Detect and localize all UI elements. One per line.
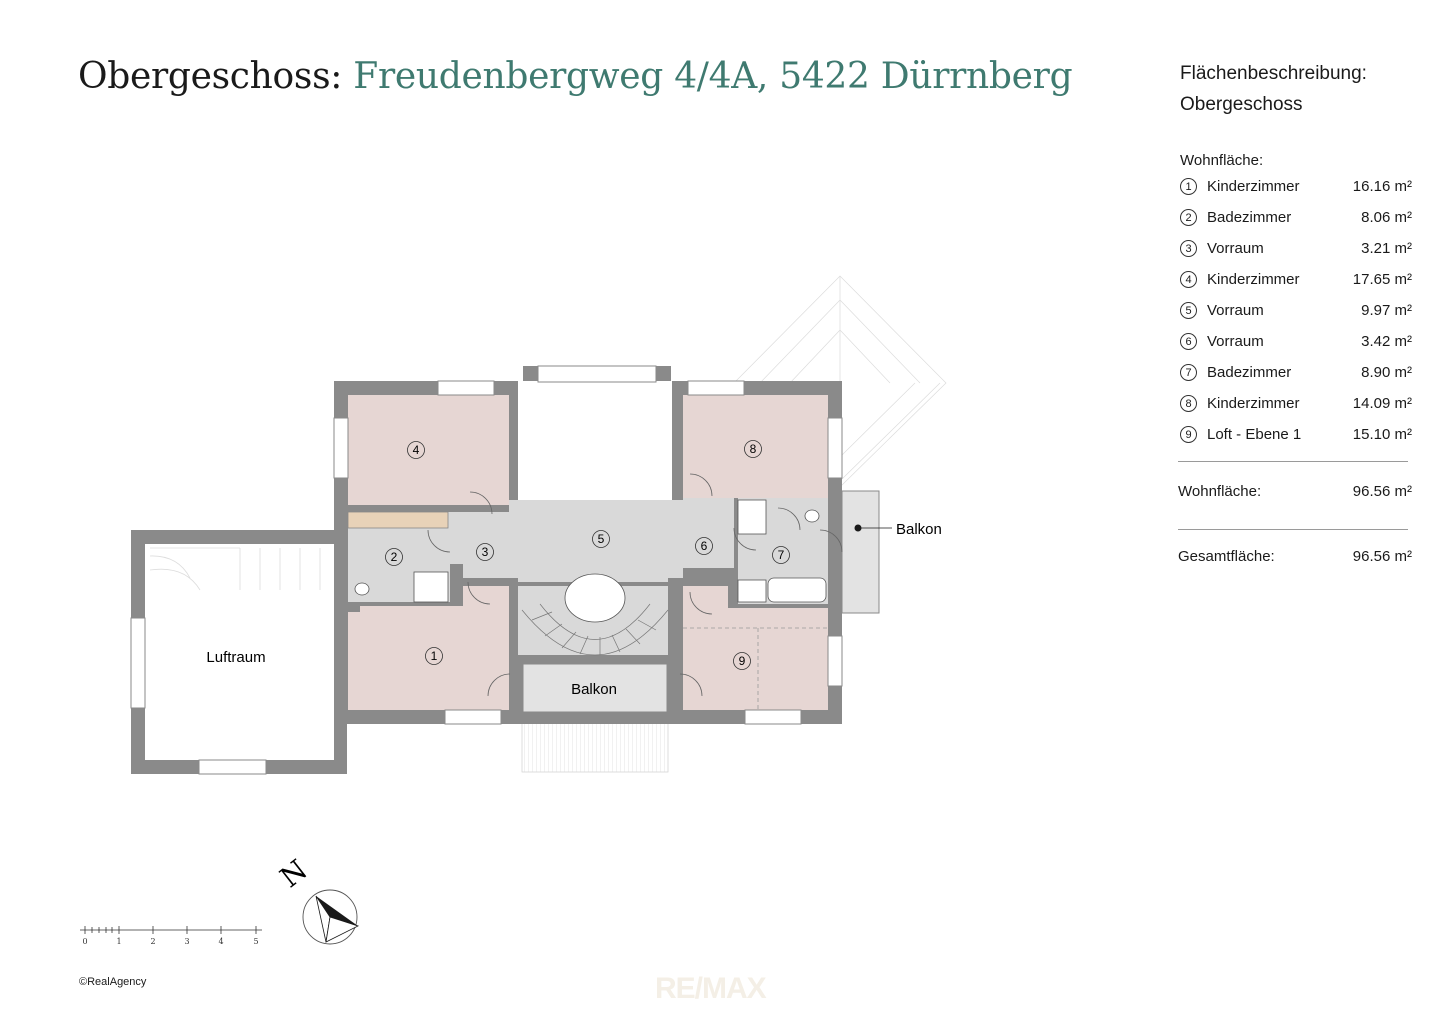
room-area: 3.42 m² [1361,333,1412,350]
room-row-6 [1178,326,1412,357]
toilet [355,583,369,595]
room-name: Vorraum [1207,333,1264,350]
room-area: 17.65 m² [1352,271,1412,288]
room-row-2 [1178,202,1412,233]
toilet [805,510,819,522]
svg-text:2: 2 [150,937,156,946]
svg-text:1: 1 [430,649,438,663]
sink [738,580,766,602]
svg-text:5: 5 [253,937,259,946]
living-area-value: 96.56 m² [1352,482,1412,500]
room-name: Vorraum [1207,240,1264,257]
divider [1178,529,1408,530]
total-area-value: 96.56 m² [1352,547,1412,565]
svg-text:7: 7 [777,548,785,562]
title-prefix: Obergeschoss: [78,56,343,97]
total-area [1178,540,1412,572]
svg-text:5: 5 [597,532,605,546]
void-space [518,381,672,501]
room-name: Kinderzimmer [1207,178,1300,195]
shower [414,572,448,602]
summary-title-line2: Obergeschoss [1180,94,1303,115]
svg-text:4: 4 [412,443,420,457]
east-balcony [842,491,879,613]
balkon-east-label: Balkon [896,521,942,538]
balkon-south-label: Balkon [571,681,617,698]
room-name: Loft - Ebene 1 [1207,426,1302,443]
room-number: 9 [1180,426,1197,443]
total-area-label: Gesamtfläche: [1178,547,1275,565]
title-address: Freudenbergweg 4/4A, 5422 Dürrnberg [353,56,1073,97]
room-number: 1 [1180,178,1197,195]
luftraum-label: Luftraum [206,649,266,666]
room-4-floor [348,395,509,505]
room-area: 15.10 m² [1352,426,1412,443]
svg-text:2: 2 [390,550,398,564]
window [199,760,266,774]
room-name: Kinderzimmer [1207,271,1300,288]
scale-labels [82,937,258,946]
room-row-8 [1178,388,1412,419]
room-list [1178,171,1412,450]
room-number: 4 [1180,271,1197,288]
room-name: Vorraum [1207,302,1264,319]
scale-bar [80,926,262,934]
svg-text:8: 8 [749,442,757,456]
svg-text:4: 4 [218,937,224,946]
room-row-1 [1178,171,1412,202]
room-number: 8 [1180,395,1197,412]
svg-text:9: 9 [738,654,746,668]
room-area: 16.16 m² [1352,178,1412,195]
room-name: Badezimmer [1207,364,1292,381]
summary-title-line1: Flächenbeschreibung: [1180,63,1367,84]
svg-text:3: 3 [481,545,489,559]
shower [738,500,766,534]
room-name: Kinderzimmer [1207,395,1300,412]
room-number: 5 [1180,302,1197,319]
room-area: 14.09 m² [1352,395,1412,412]
room-row-4 [1178,264,1412,295]
area-summary-panel [1178,58,1412,572]
room-row-7 [1178,357,1412,388]
bathtub [768,578,826,602]
copyright-text: ©RealAgency [79,976,147,988]
window [131,618,145,708]
room-number: 7 [1180,364,1197,381]
room-number: 3 [1180,240,1197,257]
room-row-9 [1178,419,1412,450]
summary-title [1180,58,1412,120]
summary-section-label: Wohnfläche: [1180,152,1264,169]
room-area: 8.06 m² [1361,209,1412,226]
svg-text:3: 3 [184,937,190,946]
room-area: 8.90 m² [1361,364,1412,381]
stair-eye [565,574,625,622]
svg-text:6: 6 [700,539,708,553]
vanity [348,512,448,528]
divider [1178,461,1408,462]
room-row-5 [1178,295,1412,326]
north-label: N [273,853,314,895]
living-area-label: Wohnfläche: [1178,482,1262,500]
remax-watermark: RE/MAX [655,972,766,1005]
room-number: 2 [1180,209,1197,226]
living-area-total [1178,475,1412,507]
window [538,366,656,382]
svg-text:1: 1 [116,937,122,946]
room-row-3 [1178,233,1412,264]
north-arrow [274,853,358,944]
room-name: Badezimmer [1207,209,1292,226]
room-area: 3.21 m² [1361,240,1412,257]
svg-text:0: 0 [82,937,88,946]
room-area: 9.97 m² [1361,302,1412,319]
room-number: 6 [1180,333,1197,350]
